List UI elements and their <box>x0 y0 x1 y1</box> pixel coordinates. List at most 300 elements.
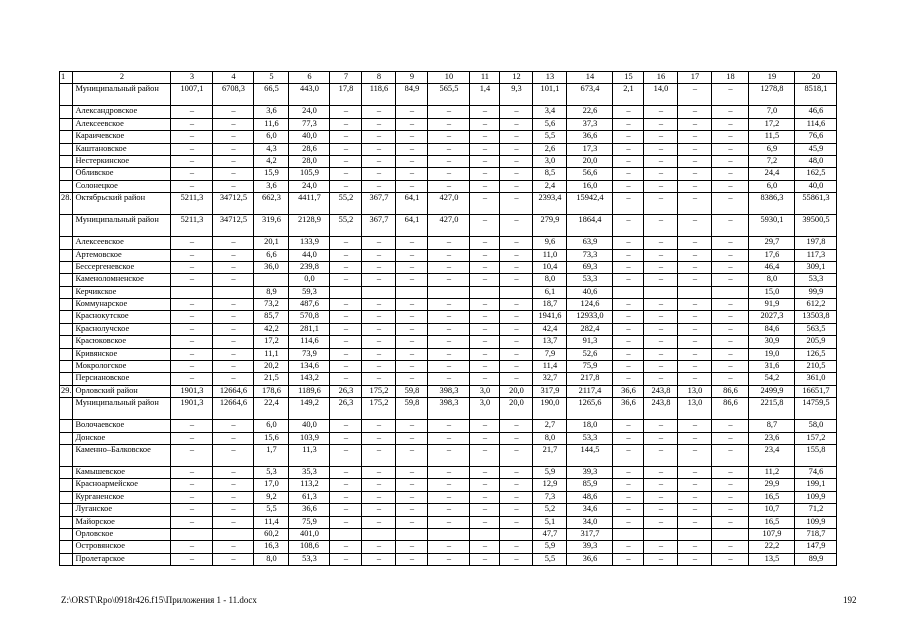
header-row <box>60 72 837 84</box>
table-cell: – <box>500 432 533 444</box>
table-cell: – <box>213 299 254 311</box>
table-cell: – <box>678 193 712 215</box>
row-label: Солонецкое <box>73 180 171 192</box>
table-cell: – <box>678 249 712 261</box>
table-cell: – <box>396 311 428 323</box>
row-label: Островянское <box>73 541 171 553</box>
table-cell: – <box>678 336 712 348</box>
table-cell: – <box>613 274 644 286</box>
table-cell: – <box>330 155 362 167</box>
table-cell: – <box>470 361 500 373</box>
table-cell: 199,1 <box>795 479 837 491</box>
table-cell: – <box>396 155 428 167</box>
table-cell: 6,6 <box>254 249 289 261</box>
table-cell <box>362 528 396 540</box>
table-cell: 109,9 <box>795 516 837 528</box>
column-header: 2 <box>73 72 171 84</box>
row-label: Муниципальный район <box>73 84 171 106</box>
table-cell: – <box>678 504 712 516</box>
column-header: 5 <box>254 72 289 84</box>
table-cell: – <box>213 373 254 385</box>
table-cell: 12664,6 <box>213 385 254 397</box>
table-cell: 55,2 <box>330 193 362 215</box>
table-cell: – <box>171 361 213 373</box>
table-cell: 398,3 <box>428 398 470 420</box>
table-cell: – <box>500 336 533 348</box>
table-cell: 73,9 <box>289 348 330 360</box>
table-cell: 144,5 <box>567 444 613 466</box>
row-label: Нестеркинское <box>73 155 171 167</box>
table-cell: – <box>330 168 362 180</box>
table-cell: 48,0 <box>795 155 837 167</box>
table-cell: 54,2 <box>749 373 795 385</box>
table-cell: – <box>171 491 213 503</box>
table-cell: – <box>470 479 500 491</box>
table-cell: – <box>396 323 428 335</box>
table-cell: 2215,8 <box>749 398 795 420</box>
table-cell <box>644 528 678 540</box>
table-cell: – <box>678 84 712 106</box>
table-cell: 34712,5 <box>213 215 254 237</box>
table-cell: – <box>678 143 712 155</box>
table-cell: – <box>171 131 213 143</box>
table-cell: 563,5 <box>795 323 837 335</box>
table-cell: 77,3 <box>289 118 330 130</box>
table-cell: 9,6 <box>533 237 567 249</box>
table-cell: 28,6 <box>289 143 330 155</box>
table-cell <box>613 528 644 540</box>
table-cell: – <box>613 348 644 360</box>
table-cell <box>60 336 73 348</box>
table-cell: 0,0 <box>289 274 330 286</box>
table-cell: 5,6 <box>533 118 567 130</box>
table-cell: – <box>396 491 428 503</box>
table-cell: – <box>644 261 678 273</box>
table-cell: 53,3 <box>289 553 330 565</box>
table-cell: – <box>171 504 213 516</box>
table-cell: – <box>712 118 749 130</box>
table-row <box>60 193 837 215</box>
table-cell: – <box>712 261 749 273</box>
table-cell: 32,7 <box>533 373 567 385</box>
table-cell: 2,4 <box>533 180 567 192</box>
table-cell: – <box>213 348 254 360</box>
table-cell: – <box>644 516 678 528</box>
table-cell: – <box>678 168 712 180</box>
row-label: Луганское <box>73 504 171 516</box>
table-cell: – <box>644 299 678 311</box>
table-cell: – <box>330 249 362 261</box>
table-cell <box>470 528 500 540</box>
table-cell: 243,8 <box>644 385 678 397</box>
table-cell: 20,0 <box>500 385 533 397</box>
table-cell: – <box>213 491 254 503</box>
table-cell: – <box>500 504 533 516</box>
table-cell: – <box>500 311 533 323</box>
table-cell: 8,0 <box>533 274 567 286</box>
table-cell: 11,6 <box>254 118 289 130</box>
table-cell <box>60 491 73 503</box>
table-cell: – <box>470 143 500 155</box>
table-row <box>60 155 837 167</box>
table-cell: 6,9 <box>749 143 795 155</box>
table-cell: – <box>712 323 749 335</box>
table-cell: – <box>500 444 533 466</box>
table-cell: 7,9 <box>533 348 567 360</box>
table-cell: 20,0 <box>500 398 533 420</box>
table-cell: – <box>396 516 428 528</box>
table-cell: – <box>678 491 712 503</box>
table-cell: 22,2 <box>749 541 795 553</box>
table-cell: – <box>613 432 644 444</box>
table-row <box>60 504 837 516</box>
table-cell: 6,0 <box>749 180 795 192</box>
table-cell: – <box>644 479 678 491</box>
column-header: 17 <box>678 72 712 84</box>
table-cell <box>60 323 73 335</box>
table-cell: – <box>171 479 213 491</box>
table-cell: 59,3 <box>289 286 330 298</box>
table-cell <box>428 528 470 540</box>
table-cell: – <box>678 106 712 118</box>
table-cell: 17,0 <box>254 479 289 491</box>
table-body <box>60 84 837 566</box>
column-header: 6 <box>289 72 330 84</box>
table-cell <box>60 479 73 491</box>
table-cell: – <box>171 432 213 444</box>
table-cell: – <box>470 155 500 167</box>
table-cell: 8,0 <box>533 432 567 444</box>
table-cell: – <box>213 143 254 155</box>
table-cell: 10,7 <box>749 504 795 516</box>
table-cell: 5,2 <box>533 504 567 516</box>
column-header: 3 <box>171 72 213 84</box>
table-cell: 45,9 <box>795 143 837 155</box>
table-cell: 37,3 <box>567 118 613 130</box>
table-cell: 3,4 <box>533 106 567 118</box>
table-cell: – <box>712 479 749 491</box>
table-row <box>60 553 837 565</box>
table-cell: – <box>712 215 749 237</box>
table-cell: – <box>613 155 644 167</box>
table-cell: – <box>678 373 712 385</box>
table-cell <box>500 528 533 540</box>
table-cell: 89,9 <box>795 553 837 565</box>
table-cell: 11,5 <box>749 131 795 143</box>
table-cell: 64,1 <box>396 193 428 215</box>
table-cell: – <box>362 155 396 167</box>
table-cell: – <box>470 261 500 273</box>
row-label: Каменоломненское <box>73 274 171 286</box>
table-cell: 19,0 <box>749 348 795 360</box>
table-cell: 60,2 <box>254 528 289 540</box>
table-row <box>60 444 837 466</box>
table-row <box>60 398 837 420</box>
table-cell: 26,3 <box>330 398 362 420</box>
data-table <box>59 71 837 566</box>
table-cell <box>213 286 254 298</box>
table-cell <box>60 143 73 155</box>
table-cell: – <box>362 348 396 360</box>
table-cell: 40,0 <box>289 420 330 432</box>
table-cell: 5,9 <box>533 466 567 478</box>
table-cell: – <box>613 106 644 118</box>
table-cell: – <box>613 249 644 261</box>
table-cell: 15942,4 <box>567 193 613 215</box>
row-label: Курганенское <box>73 491 171 503</box>
table-cell: 52,6 <box>567 348 613 360</box>
table-cell: 361,0 <box>795 373 837 385</box>
table-cell: – <box>171 516 213 528</box>
row-label: Камышевское <box>73 466 171 478</box>
column-header: 13 <box>533 72 567 84</box>
table-cell: – <box>362 131 396 143</box>
table-cell: 4,3 <box>254 143 289 155</box>
table-cell: 58,0 <box>795 420 837 432</box>
column-header: 10 <box>428 72 470 84</box>
table-cell: 149,2 <box>289 398 330 420</box>
table-row <box>60 299 837 311</box>
table-cell: 427,0 <box>428 215 470 237</box>
table-cell: 103,9 <box>289 432 330 444</box>
table-cell: 15,0 <box>749 286 795 298</box>
table-cell: – <box>428 106 470 118</box>
table-cell: 5211,3 <box>171 215 213 237</box>
table-cell: 398,3 <box>428 385 470 397</box>
table-cell: – <box>330 361 362 373</box>
table-cell: – <box>330 516 362 528</box>
table-cell: – <box>470 373 500 385</box>
table-cell: – <box>396 143 428 155</box>
table-cell: – <box>396 479 428 491</box>
table-cell: – <box>712 361 749 373</box>
table-cell: – <box>362 274 396 286</box>
table-cell: – <box>171 180 213 192</box>
table-cell: – <box>678 541 712 553</box>
table-cell: 85,9 <box>567 479 613 491</box>
table-cell: – <box>613 215 644 237</box>
table-cell: 612,2 <box>795 299 837 311</box>
table-cell: 8,5 <box>533 168 567 180</box>
table-cell: – <box>470 118 500 130</box>
table-cell: 84,6 <box>749 323 795 335</box>
table-cell <box>60 131 73 143</box>
table-cell: – <box>678 261 712 273</box>
table-cell <box>470 286 500 298</box>
table-cell: 175,2 <box>362 398 396 420</box>
table-cell <box>60 249 73 261</box>
table-cell <box>678 528 712 540</box>
table-cell: – <box>613 193 644 215</box>
table-cell: – <box>470 420 500 432</box>
table-cell: – <box>613 336 644 348</box>
table-cell: 29,9 <box>749 479 795 491</box>
table-cell: 99,9 <box>795 286 837 298</box>
column-header: 1 <box>60 72 73 84</box>
column-header: 16 <box>644 72 678 84</box>
table-row <box>60 118 837 130</box>
table-cell: – <box>644 361 678 373</box>
table-cell: – <box>678 444 712 466</box>
table-cell: – <box>428 420 470 432</box>
table-cell: – <box>171 261 213 273</box>
table-cell <box>712 286 749 298</box>
table-cell <box>613 286 644 298</box>
table-cell: – <box>428 274 470 286</box>
table-cell: – <box>712 466 749 478</box>
table-cell: 17,2 <box>254 336 289 348</box>
table-cell: – <box>613 466 644 478</box>
table-cell: – <box>330 237 362 249</box>
table-cell: 2,6 <box>533 143 567 155</box>
table-cell: – <box>678 348 712 360</box>
table-cell: – <box>712 143 749 155</box>
table-cell: – <box>213 444 254 466</box>
table-cell: 7,2 <box>749 155 795 167</box>
table-cell: 117,3 <box>795 249 837 261</box>
table-cell <box>60 84 73 106</box>
table-cell: 1,7 <box>254 444 289 466</box>
table-cell: 17,8 <box>330 84 362 106</box>
table-cell: – <box>396 348 428 360</box>
table-cell: – <box>470 215 500 237</box>
table-cell: 11,1 <box>254 348 289 360</box>
table-cell <box>60 516 73 528</box>
row-label: Александровское <box>73 106 171 118</box>
table-cell: – <box>644 348 678 360</box>
table-cell <box>60 237 73 249</box>
table-cell: – <box>171 420 213 432</box>
table-cell: 5,5 <box>533 131 567 143</box>
table-cell: – <box>213 118 254 130</box>
table-cell <box>60 361 73 373</box>
table-cell: 3,0 <box>533 155 567 167</box>
table-cell: – <box>712 131 749 143</box>
table-cell: 29,7 <box>749 237 795 249</box>
table-cell: – <box>330 274 362 286</box>
row-label: Коммунарское <box>73 299 171 311</box>
table-cell: – <box>396 249 428 261</box>
table-cell: 13,5 <box>749 553 795 565</box>
table-cell: 39500,5 <box>795 215 837 237</box>
table-cell: 34,0 <box>567 516 613 528</box>
table-cell <box>254 274 289 286</box>
table-cell: – <box>644 336 678 348</box>
table-cell: 10,4 <box>533 261 567 273</box>
table-cell: – <box>396 373 428 385</box>
table-cell: 133,9 <box>289 237 330 249</box>
table-cell: 2,1 <box>613 84 644 106</box>
table-cell: 40,6 <box>567 286 613 298</box>
table-cell: 108,6 <box>289 541 330 553</box>
table-cell: 114,6 <box>289 336 330 348</box>
table-cell: – <box>362 361 396 373</box>
table-cell: 91,3 <box>567 336 613 348</box>
table-cell: – <box>644 432 678 444</box>
table-cell: – <box>171 541 213 553</box>
table-cell: – <box>678 420 712 432</box>
table-cell: 124,6 <box>567 299 613 311</box>
row-label: Краснолучское <box>73 323 171 335</box>
table-cell: – <box>644 553 678 565</box>
table-cell: 3,6 <box>254 106 289 118</box>
table-cell <box>60 504 73 516</box>
table-cell: – <box>613 180 644 192</box>
column-header: 14 <box>567 72 613 84</box>
table-cell: 134,6 <box>289 361 330 373</box>
table-cell: – <box>171 348 213 360</box>
row-label: Октябрьский район <box>73 193 171 215</box>
table-cell: 3,6 <box>254 180 289 192</box>
table-row <box>60 131 837 143</box>
table-cell: – <box>330 553 362 565</box>
table-cell: 565,5 <box>428 84 470 106</box>
table-cell: 71,2 <box>795 504 837 516</box>
table-cell: 5930,1 <box>749 215 795 237</box>
table-cell: – <box>396 274 428 286</box>
column-header: 8 <box>362 72 396 84</box>
table-cell: – <box>362 553 396 565</box>
table-cell: – <box>712 348 749 360</box>
table-cell: 6,1 <box>533 286 567 298</box>
table-cell: – <box>330 420 362 432</box>
table-cell: 2128,9 <box>289 215 330 237</box>
table-cell: – <box>330 143 362 155</box>
row-label: Алексеевское <box>73 118 171 130</box>
table-cell: – <box>644 215 678 237</box>
table-cell: – <box>500 249 533 261</box>
table-cell: – <box>428 491 470 503</box>
table-cell <box>60 118 73 130</box>
table-cell: 2,7 <box>533 420 567 432</box>
table-cell: – <box>171 155 213 167</box>
table-cell: – <box>500 373 533 385</box>
table-cell <box>213 528 254 540</box>
table-cell: – <box>396 131 428 143</box>
table-cell: – <box>712 491 749 503</box>
column-header: 12 <box>500 72 533 84</box>
table-cell: – <box>428 168 470 180</box>
table-cell: 53,3 <box>567 432 613 444</box>
table-cell: – <box>213 504 254 516</box>
table-cell: – <box>362 311 396 323</box>
table-cell: – <box>644 249 678 261</box>
table-cell: – <box>330 323 362 335</box>
table-cell: 427,0 <box>428 193 470 215</box>
table-cell: 53,3 <box>795 274 837 286</box>
table-cell: – <box>396 444 428 466</box>
table-cell: – <box>470 249 500 261</box>
table-cell: 162,5 <box>795 168 837 180</box>
table-cell: – <box>613 299 644 311</box>
table-cell: – <box>678 553 712 565</box>
table-cell: 13,0 <box>678 385 712 397</box>
table-cell: – <box>171 466 213 478</box>
table-cell: 7,3 <box>533 491 567 503</box>
table-cell: 23,4 <box>749 444 795 466</box>
table-cell: 105,9 <box>289 168 330 180</box>
table-cell <box>60 155 73 167</box>
table-cell: 40,0 <box>289 131 330 143</box>
table-cell: – <box>171 168 213 180</box>
page-number: 192 <box>843 595 857 605</box>
row-label: Майорское <box>73 516 171 528</box>
table-cell: – <box>171 323 213 335</box>
table-row <box>60 274 837 286</box>
table-cell: – <box>213 466 254 478</box>
table-cell: 22,4 <box>254 398 289 420</box>
table-cell: 8518,1 <box>795 84 837 106</box>
